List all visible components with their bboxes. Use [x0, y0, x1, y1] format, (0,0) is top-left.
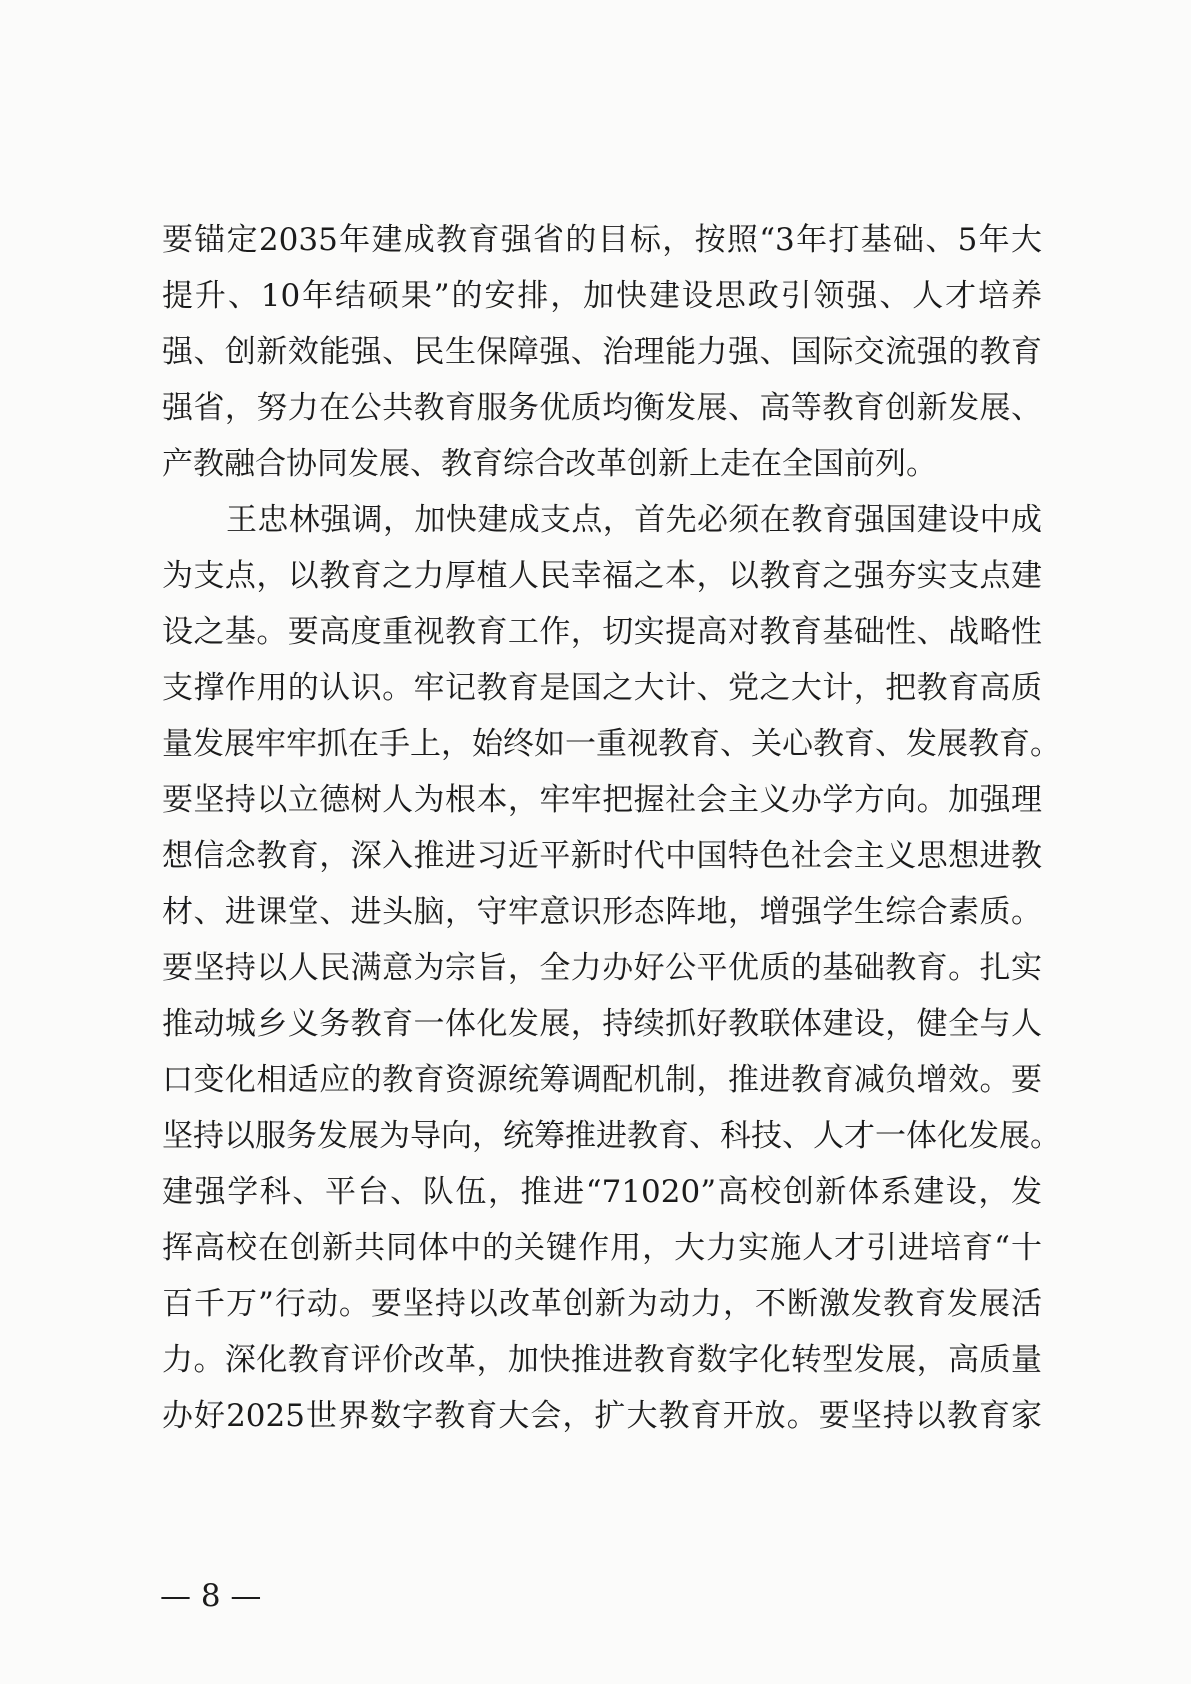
body-line-6: 王忠林强调，加快建成支点，首先必须在教育强国建设中成 [226, 502, 1042, 538]
body-line-16: 口变化相适应的教育资源统筹调配机制，推进教育减负增效。要 [162, 1062, 1042, 1098]
body-line-15: 推动城乡义务教育一体化发展，持续抓好教联体建设，健全与人 [162, 1006, 1042, 1042]
body-line-20: 百千万”行动。要坚持以改革创新为动力，不断激发教育发展活 [162, 1286, 1042, 1322]
body-line-3: 强、创新效能强、民生保障强、治理能力强、国际交流强的教育 [162, 334, 1042, 370]
body-line-4: 强省，努力在公共教育服务优质均衡发展、高等教育创新发展、 [162, 390, 1042, 426]
body-line-8: 设之基。要高度重视教育工作，切实提高对教育基础性、战略性 [162, 614, 1042, 650]
body-line-18: 建强学科、平台、队伍，推进“71020”高校创新体系建设，发 [162, 1174, 1042, 1210]
body-line-13: 材、进课堂、进头脑，守牢意识形态阵地，增强学生综合素质。 [162, 894, 1042, 930]
body-line-2: 提升、10年结硕果”的安排，加快建设思政引领强、人才培养 [162, 278, 1042, 314]
body-line-9: 支撑作用的认识。牢记教育是国之大计、党之大计，把教育高质 [162, 670, 1042, 706]
body-line-1: 要锚定2035年建成教育强省的目标，按照“3年打基础、5年大 [162, 222, 1042, 258]
page-number: — 8 — [160, 1578, 262, 1614]
body-line-17: 坚持以服务发展为导向，统筹推进教育、科技、人才一体化发展。 [162, 1118, 1061, 1154]
body-line-7: 为支点，以教育之力厚植人民幸福之本，以教育之强夯实支点建 [162, 558, 1042, 594]
body-line-22: 办好2025世界数字教育大会，扩大教育开放。要坚持以教育家 [162, 1398, 1042, 1434]
body-line-14: 要坚持以人民满意为宗旨，全力办好公平优质的基础教育。扎实 [162, 950, 1042, 986]
body-line-12: 想信念教育，深入推进习近平新时代中国特色社会主义思想进教 [162, 838, 1042, 874]
body-line-19: 挥高校在创新共同体中的关键作用，大力实施人才引进培育“十 [162, 1230, 1042, 1266]
body-line-21: 力。深化教育评价改革，加快推进教育数字化转型发展，高质量 [162, 1342, 1042, 1378]
body-line-10: 量发展牢牢抓在手上，始终如一重视教育、关心教育、发展教育。 [162, 726, 1061, 762]
body-line-5: 产教融合协同发展、教育综合改革创新上走在全国前列。 [162, 446, 937, 482]
body-line-11: 要坚持以立德树人为根本，牢牢把握社会主义办学方向。加强理 [162, 782, 1042, 818]
